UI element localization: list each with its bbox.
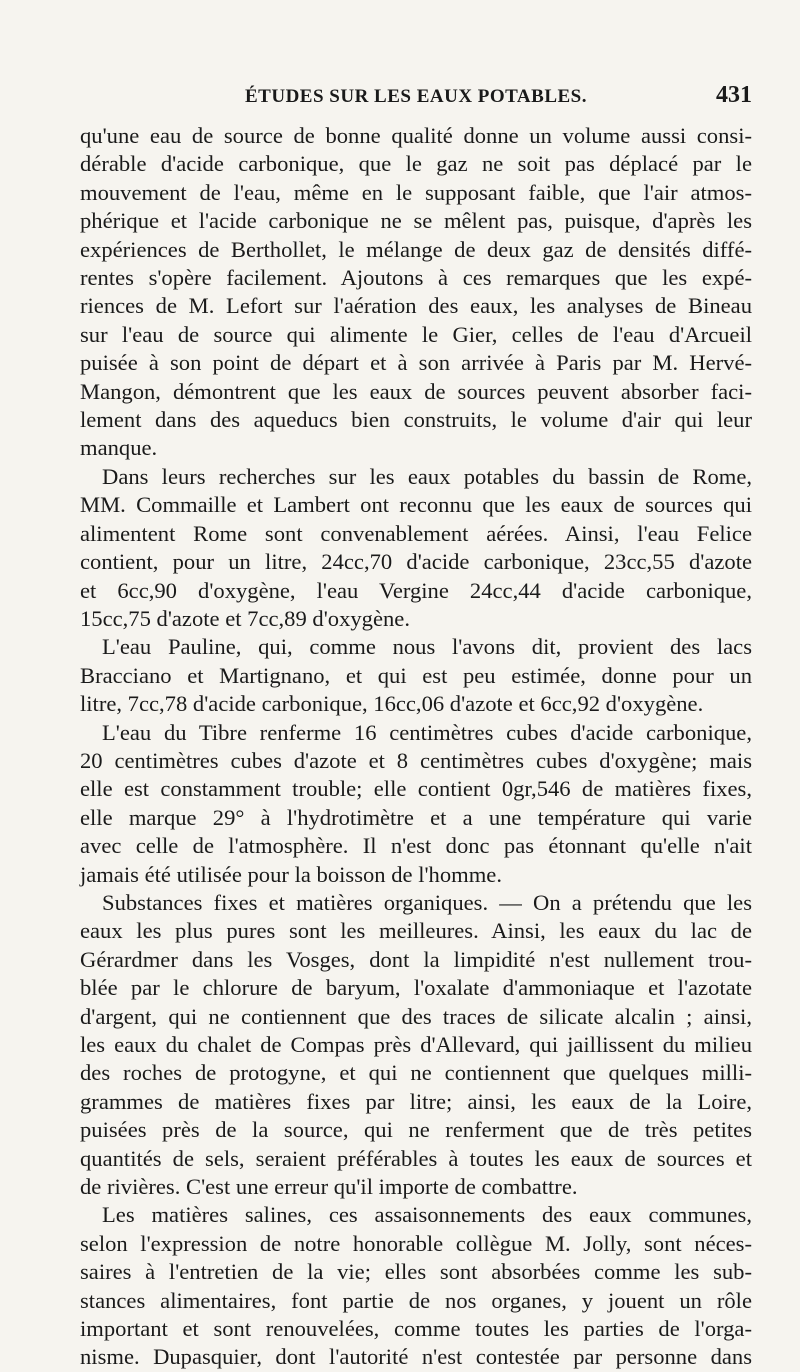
text-line: dérable d'acide carbonique, que le gaz ne soit pas déplacé par le bbox=[80, 151, 752, 177]
text-line: puisées près de la source, qui ne renferment que de très petites bbox=[80, 1117, 752, 1143]
text-line: selon l'expression de notre honorable collègue M. Jolly, sont néces- bbox=[80, 1230, 752, 1256]
text-line: Substances fixes et matières organiques. — On a prétendu que les bbox=[102, 889, 752, 915]
text-line: riences de M. Lefort sur l'aération des eaux, les analyses de Bineau bbox=[80, 293, 752, 319]
text-line: phérique et l'acide carbonique ne se mêlent pas, puisque, d'après les bbox=[80, 208, 752, 234]
text-line: elle est constamment trouble; elle contient 0gr,546 de matières fixes, bbox=[80, 776, 752, 802]
running-head: ÉTUDES SUR LES EAUX POTABLES. bbox=[245, 86, 587, 107]
text-line: alimentent Rome sont convenablement aérées. Ainsi, l'eau Felice bbox=[80, 520, 752, 546]
text-line: saires à l'entretien de la vie; elles sont absorbées comme les sub- bbox=[80, 1259, 752, 1285]
text-line: expériences de Berthollet, le mélange de deux gaz de densités diffé- bbox=[80, 236, 752, 262]
text-line: sur l'eau de source qui alimente le Gier, celles de l'eau d'Arcueil bbox=[80, 321, 752, 347]
text-line: Mangon, démontrent que les eaux de sources peuvent absorber faci- bbox=[80, 378, 752, 404]
text-line: MM. Commaille et Lambert ont reconnu que les eaux de sources qui bbox=[80, 492, 752, 518]
text-line: d'argent, qui ne contiennent que des traces de silicate alcalin ; ainsi, bbox=[80, 1003, 752, 1029]
text-line: Dans leurs recherches sur les eaux potables du bassin de Rome, bbox=[102, 463, 752, 489]
text-line: et 6cc,90 d'oxygène, l'eau Vergine 24cc,44 d'acide carbonique, bbox=[80, 577, 752, 603]
text-line: puisée à son point de départ et à son arrivée à Paris par M. Hervé- bbox=[80, 350, 752, 376]
text-line: manque. bbox=[80, 435, 158, 461]
text-line: Les matières salines, ces assaisonnements des eaux communes, bbox=[102, 1202, 752, 1228]
text-line: lement dans des aqueducs bien construits, le volume d'air qui leur bbox=[80, 407, 752, 433]
text-line: avec celle de l'atmosphère. Il n'est donc pas étonnant qu'elle n'ait bbox=[80, 833, 752, 859]
text-line: elle marque 29° à l'hydrotimètre et a une température qui varie bbox=[80, 804, 752, 830]
text-line: stances alimentaires, font partie de nos organes, y jouent un rôle bbox=[80, 1287, 752, 1313]
text-line: important et sont renouvelées, comme toutes les parties de l'orga- bbox=[80, 1316, 752, 1342]
text-line: mouvement de l'eau, même en le supposant faible, que l'air atmos- bbox=[80, 179, 752, 205]
text-line: eaux les plus pures sont les meilleures. Ainsi, les eaux du lac de bbox=[80, 918, 752, 944]
text-line: jamais été utilisée pour la boisson de l'homme. bbox=[80, 861, 502, 887]
text-line: L'eau du Tibre renferme 16 centimètres cubes d'acide carbonique, bbox=[102, 719, 752, 745]
text-line: quantités de sels, seraient préférables à toutes les eaux de sources et bbox=[80, 1145, 752, 1171]
text-line: Gérardmer dans les Vosges, dont la limpidité n'est nullement trou- bbox=[80, 946, 752, 972]
text-line: contient, pour un litre, 24cc,70 d'acide carbonique, 23cc,55 d'azote bbox=[80, 549, 752, 575]
text-line: les eaux du chalet de Compas près d'Allevard, qui jaillissent du milieu bbox=[80, 1032, 752, 1057]
page-number: 431 bbox=[716, 82, 752, 108]
text-line: nisme. Dupasquier, dont l'autorité n'est contestée par personne dans bbox=[80, 1344, 752, 1370]
text-line: blée par le chlorure de baryum, l'oxalate d'ammoniaque et l'azotate bbox=[80, 975, 752, 1001]
text-line: litre, 7cc,78 d'acide carbonique, 16cc,06 d'azote et 6cc,92 d'oxygène. bbox=[80, 691, 704, 717]
text-line: des roches de protogyne, et qui ne contiennent que quelques milli- bbox=[80, 1060, 752, 1086]
text-line: L'eau Pauline, qui, comme nous l'avons dit, provient des lacs bbox=[102, 634, 752, 660]
body-text bbox=[80, 122, 752, 1372]
text-line: rentes s'opère facilement. Ajoutons à ces remarques que les expé- bbox=[80, 265, 752, 291]
text-line: grammes de matières fixes par litre; ainsi, les eaux de la Loire, bbox=[80, 1088, 752, 1114]
text-line: de rivières. C'est une erreur qu'il importe de combattre. bbox=[80, 1174, 578, 1200]
text-line: Bracciano et Martignano, et qui est peu estimée, donne pour un bbox=[80, 662, 752, 688]
text-line: qu'une eau de source de bonne qualité donne un volume aussi consi- bbox=[80, 123, 752, 148]
text-line: 15cc,75 d'azote et 7cc,89 d'oxygène. bbox=[80, 605, 410, 631]
text-line: 20 centimètres cubes d'azote et 8 centimètres cubes d'oxygène; mais bbox=[80, 747, 752, 773]
page-header bbox=[80, 82, 752, 116]
